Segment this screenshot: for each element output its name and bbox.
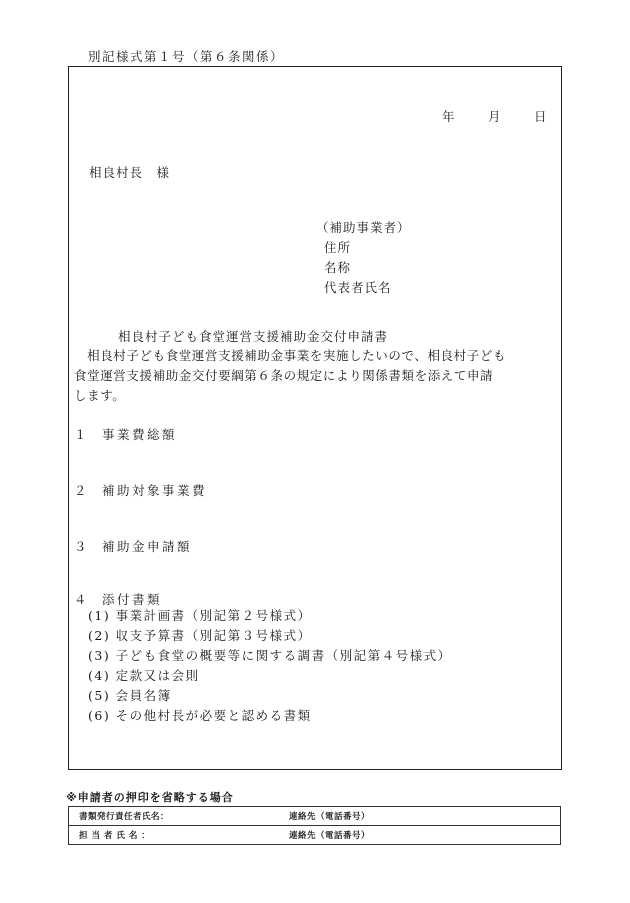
addressee: 相良村長 様 [89, 165, 171, 180]
date-day-label: 日 [534, 109, 547, 124]
attachment-item: (1) 事業計画書（別記第２号様式） [88, 608, 312, 623]
item-total-project-cost [74, 425, 177, 443]
contact-table [68, 806, 561, 845]
item-label: 事業費総額 [102, 427, 178, 442]
item-number: １ [74, 427, 87, 442]
applicant-heading: （補助事業者） [316, 220, 411, 235]
seal-omission-note: ※申請者の押印を省略する場合 [66, 791, 234, 804]
document-title: 相良村子ども食堂運営支援補助金交付申請書 [118, 329, 389, 344]
person-phone-label: 連絡先（電話番号） [279, 826, 561, 845]
form-number-label: 別記様式第１号（第６条関係） [88, 49, 285, 64]
item-label: 添付書類 [102, 592, 163, 607]
item-number: ３ [74, 539, 87, 554]
applicant-representative-label: 代表者氏名 [324, 280, 392, 295]
item-requested-amount [74, 537, 192, 555]
body-line: 相良村子ども食堂運営支援補助金事業を実施したいので、相良村子ども [74, 348, 507, 363]
body-line: します。 [74, 388, 126, 403]
attachment-item: (3) 子ども食堂の概要等に関する調書（別記第４号様式） [88, 648, 452, 663]
person-name-label: 担 当 者 氏 名 ： [69, 826, 280, 845]
issuer-name-label: 書類発行責任者氏名： [69, 807, 280, 826]
item-eligible-cost [74, 481, 207, 499]
applicant-name-label: 名称 [324, 260, 352, 275]
contact-row-person [69, 826, 561, 845]
item-number: ２ [74, 483, 87, 498]
item-label: 補助金申請額 [102, 539, 193, 554]
applicant-block [316, 218, 411, 298]
applicant-address-label: 住所 [324, 240, 352, 255]
contact-row-issuer [69, 807, 561, 826]
date-month-label: 月 [488, 109, 501, 124]
body-paragraph [74, 346, 558, 406]
date-year-label: 年 [442, 109, 455, 124]
attachment-item: (5) 会員名簿 [88, 688, 172, 703]
issuer-phone-label: 連絡先（電話番号） [279, 807, 561, 826]
body-line: 食堂運営支援補助金交付要綱第６条の規定により関係書類を添えて申請 [74, 368, 494, 383]
item-number: ４ [74, 592, 87, 607]
attachment-item: (4) 定款又は会則 [88, 668, 200, 683]
attachment-item: (2) 収支予算書（別記第３号様式） [88, 628, 312, 643]
attachment-list [88, 606, 452, 726]
attachment-item: (6) その他村長が必要と認める書類 [88, 708, 312, 723]
item-label: 補助対象事業費 [102, 483, 208, 498]
